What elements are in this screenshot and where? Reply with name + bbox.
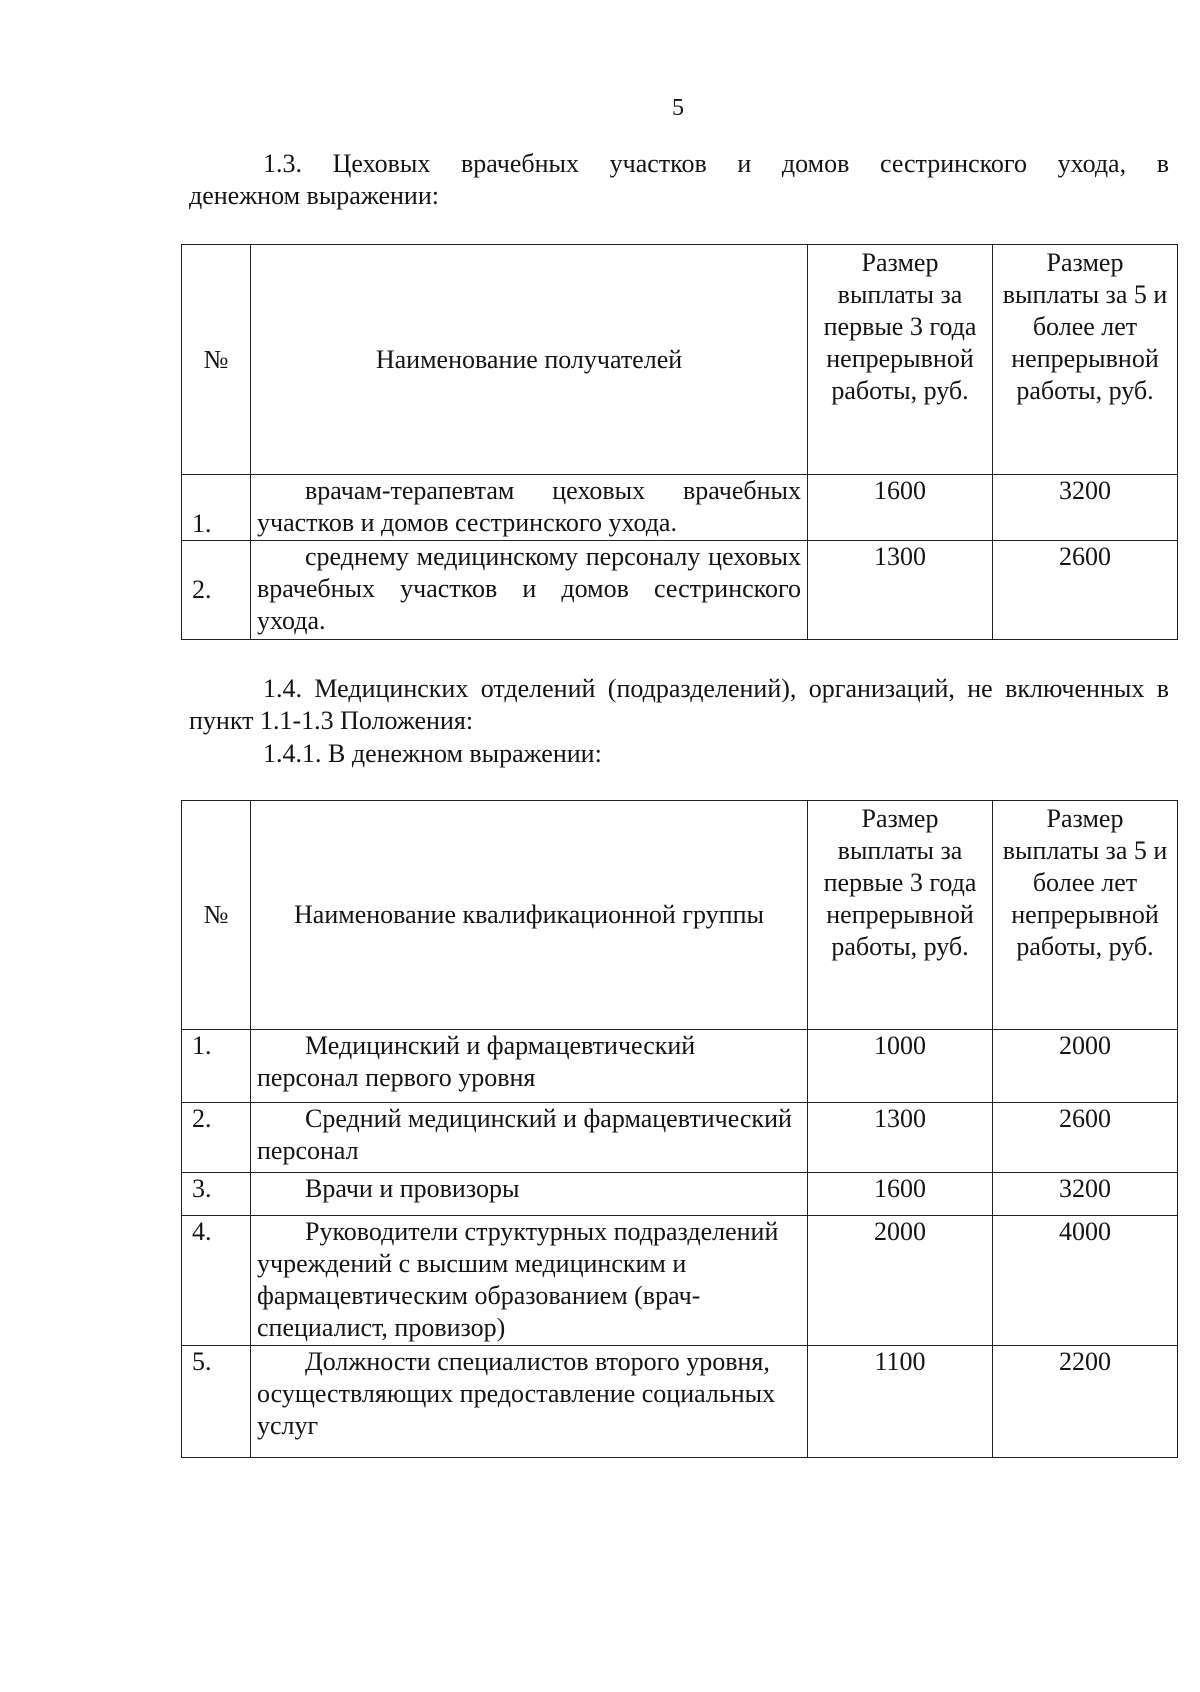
table-header-row bbox=[182, 245, 1178, 475]
row-value-3-years: 1600 bbox=[808, 475, 993, 541]
header-payment-3-years: Размер выплаты за первые 3 года непрерывной работы, руб. bbox=[808, 245, 993, 475]
header-num: № bbox=[182, 245, 251, 475]
row-value-3-years: 2000 bbox=[808, 1216, 993, 1346]
row-value-3-years: 1600 bbox=[808, 1173, 993, 1216]
table-row bbox=[182, 541, 1178, 640]
row-value-5-years: 2000 bbox=[993, 1030, 1178, 1103]
section-1-4-1-heading: 1.4.1. В денежном выражении: bbox=[263, 739, 602, 768]
header-payment-5-years: Размер выплаты за 5 и более лет непрерывной работы, руб. bbox=[993, 801, 1178, 1030]
row-num: 5. bbox=[182, 1346, 251, 1458]
header-payment-5-years: Размер выплаты за 5 и более лет непрерывной работы, руб. bbox=[993, 245, 1178, 475]
row-num: 2. bbox=[182, 1103, 251, 1173]
table-row bbox=[182, 1173, 1178, 1216]
page-number: 5 bbox=[672, 95, 684, 121]
row-name: Средний медицинский и фармацевтический персонал bbox=[251, 1103, 808, 1173]
row-value-5-years: 4000 bbox=[993, 1216, 1178, 1346]
row-num: 1. bbox=[182, 475, 251, 541]
section-1-4-heading: 1.4. Медицинских отделений (подразделений), организаций, не включенных в пункт 1.1-1.3 Положения: bbox=[189, 674, 1169, 735]
section-1-3-heading-line1: 1.3. Цеховых врачебных участков и домов сестринского ухода, в bbox=[263, 149, 1169, 178]
row-value-5-years: 2200 bbox=[993, 1346, 1178, 1458]
qualification-groups-table bbox=[181, 800, 1178, 1458]
row-name: врачам-терапевтам цеховых врачебных участков и домов сестринского ухода. bbox=[251, 475, 808, 541]
row-name: среднему медицинскому персоналу цеховых врачебных участков и домов сестринского ухода. bbox=[251, 541, 808, 640]
section-1-3-heading bbox=[189, 148, 1169, 212]
row-value-3-years: 1000 bbox=[808, 1030, 993, 1103]
table-header-row bbox=[182, 801, 1178, 1030]
table-row bbox=[182, 1103, 1178, 1173]
section-1-3-heading-line2: денежном выражении: bbox=[189, 181, 439, 210]
row-value-3-years: 1300 bbox=[808, 541, 993, 640]
table-row bbox=[182, 1346, 1178, 1458]
header-payment-3-years: Размер выплаты за первые 3 года непрерывной работы, руб. bbox=[808, 801, 993, 1030]
row-name: Руководители структурных подразделений учреждений с высшим медицинским и фармацевтическим образованием (врач-специалист, провизор) bbox=[251, 1216, 808, 1346]
recipients-table bbox=[181, 244, 1178, 640]
row-value-3-years: 1300 bbox=[808, 1103, 993, 1173]
header-num: № bbox=[182, 801, 251, 1030]
row-name: Должности специалистов второго уровня, осуществляющих предоставление социальных услуг bbox=[251, 1346, 808, 1458]
row-name: Медицинский и фармацевтический персонал первого уровня bbox=[251, 1030, 808, 1103]
row-value-5-years: 2600 bbox=[993, 1103, 1178, 1173]
table-row bbox=[182, 1216, 1178, 1346]
table-row bbox=[182, 1030, 1178, 1103]
row-num: 2. bbox=[182, 541, 251, 640]
row-name: Врачи и провизоры bbox=[251, 1173, 808, 1216]
header-name: Наименование квалификационной группы bbox=[251, 801, 808, 1030]
row-num: 3. bbox=[182, 1173, 251, 1216]
table-row bbox=[182, 475, 1178, 541]
row-num: 1. bbox=[182, 1030, 251, 1103]
header-name: Наименование получателей bbox=[251, 245, 808, 475]
row-value-5-years: 2600 bbox=[993, 541, 1178, 640]
row-value-5-years: 3200 bbox=[993, 475, 1178, 541]
row-value-5-years: 3200 bbox=[993, 1173, 1178, 1216]
row-num: 4. bbox=[182, 1216, 251, 1346]
row-value-3-years: 1100 bbox=[808, 1346, 993, 1458]
